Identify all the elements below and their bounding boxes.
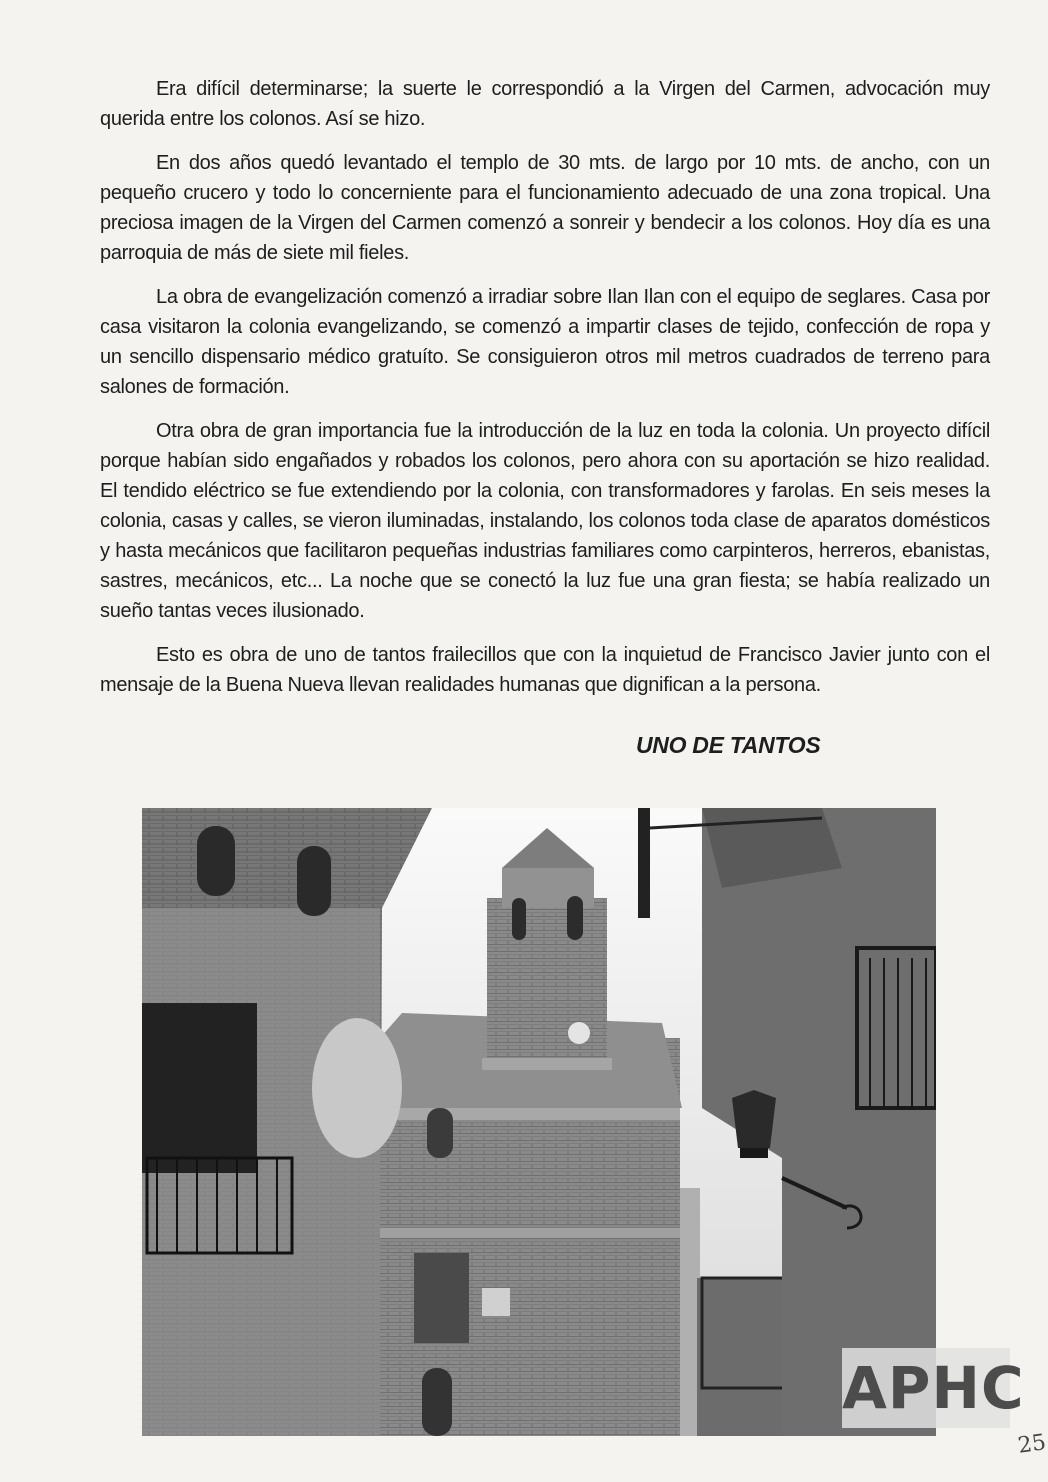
page-number: 25 xyxy=(1016,1430,1048,1459)
church-street-photo xyxy=(142,808,936,1436)
paragraph-4: Otra obra de gran importancia fue la introducción de la luz en toda la colonia. Un proyecto difícil porque habían sido engañados y robados los colonos, pero ahora con su aportación se hizo realidad. El tendido eléctrico se fue extendiendo por la colonia, con transformadores y farolas. En seis meses la colonia, casas y calles, se vieron iluminadas, instalando, los colonos toda clase de aparatos domésticos y hasta mecánicos que facilitaron pequeñas industrias familiares como carpinteros, herreros, ebanistas, sastres, mecánicos, etc... La noche que se conectó la luz fue una gran fiesta; se había realizado un sueño tantas veces ilusionado. xyxy=(100,420,990,622)
paragraph-3: La obra de evangelización comenzó a irradiar sobre Ilan Ilan con el equipo de seglares. Casa por casa visitaron la colonia evangelizando, se comenzó a impartir clases de tejido, confección de ropa y un sencillo dispensario médico gratuíto. Se consiguieron otros mil metros cuadrados de terreno para salones de formación. xyxy=(100,286,990,398)
paragraph-1: Era difícil determinarse; la suerte le correspondió a la Virgen del Carmen, advocación muy querida entre los colonos. Así se hizo. xyxy=(100,78,990,130)
paragraph-5: Esto es obra de uno de tantos frailecillos que con la inquietud de Francisco Javier junto con el mensaje de la Buena Nueva llevan realidades humanas que dignifican a la persona. xyxy=(100,644,990,696)
paragraph-2: En dos años quedó levantado el templo de 30 mts. de largo por 10 mts. de ancho, con un pequeño crucero y todo lo concerniente para el funcionamiento adecuado de una zona tropical. Una preciosa imagen de la Virgen del Carmen comenzó a sonreir y bendecir a los colonos. Hoy día es una parroquia de más de siete mil fieles. xyxy=(100,152,990,264)
author-signature: UNO DE TANTOS xyxy=(636,732,821,758)
article-body xyxy=(100,74,990,714)
watermark-text: APHC xyxy=(842,1354,1025,1422)
aphc-watermark xyxy=(842,1348,1025,1428)
